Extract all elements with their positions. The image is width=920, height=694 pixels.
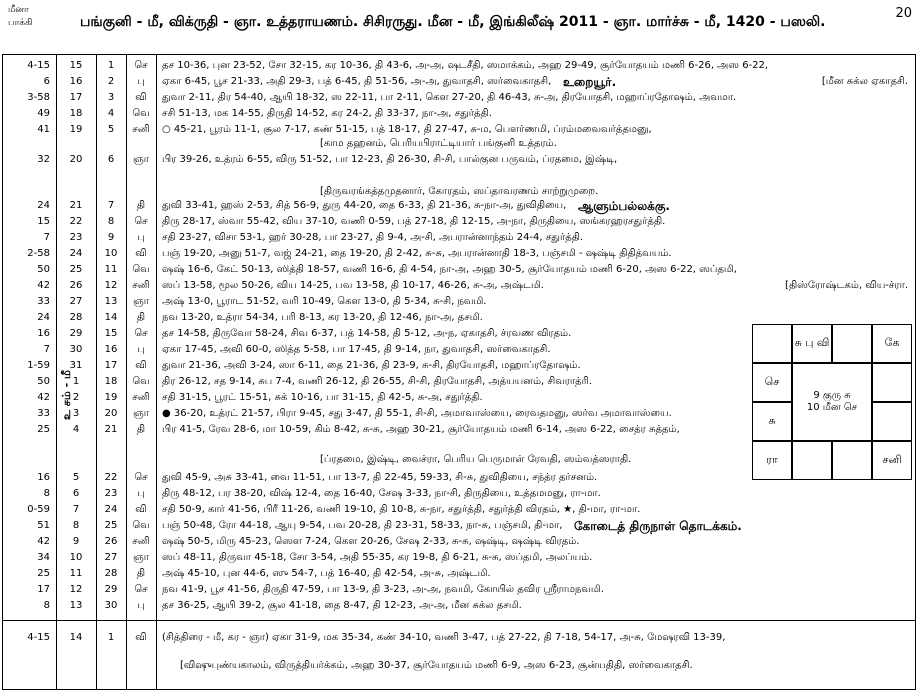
nazhigai: 4-15 bbox=[27, 632, 50, 643]
tamil-date: 5 bbox=[107, 124, 115, 135]
almanac-text: ஷஷ் 50-5, மிரு 45-23, ஸௌ 7-24, கௌ 20-26, சேஷ 2-33, சு-சு, ஷஷ்டி, ஷஷ்டி விரதம். bbox=[162, 536, 580, 547]
tamil-date: 21 bbox=[104, 424, 118, 435]
weekday: பு bbox=[137, 344, 145, 355]
nazhigai: 16 bbox=[37, 472, 50, 483]
continuation-r31: [விஷுபுண்யகாலம், விருத்தியர்க்கம், அஹ 30-37, சூர்யோதயம் மணி 6-9, அஸ 6-23, சூன்யதிதி, ஸர்வைகாதசி. bbox=[180, 660, 693, 671]
weekday: செ bbox=[134, 328, 148, 339]
weekday: தி bbox=[136, 200, 146, 211]
english-date: 28 bbox=[69, 312, 83, 323]
almanac-text: திரு 28-17, ஸ்வா 55-42, விய 37-10, வணி 0-59, பத் 27-18, தி 12-15, அ-நா, திருதியை, ஸங்கரஹரசதுர்த்தி. bbox=[162, 216, 666, 227]
nazhigai: 33 bbox=[37, 408, 50, 419]
tamil-date: 30 bbox=[104, 600, 118, 611]
weekday: வெ bbox=[132, 520, 150, 531]
nazhigai: 7 bbox=[43, 232, 50, 243]
weekday: வெ bbox=[132, 264, 150, 275]
nazhigai: 8 bbox=[43, 488, 50, 499]
nazhigai: 50 bbox=[37, 376, 50, 387]
header-left-line1: மீனா bbox=[8, 5, 29, 15]
english-date: 26 bbox=[69, 280, 83, 291]
vertical-label: உ சம் - மீ bbox=[60, 370, 73, 420]
grid-cell: ரா bbox=[752, 441, 792, 480]
almanac-text: நவ 13-20, உத்ரா 54-34, பரி 8-13, கர 13-20, தி 12-46, நா-அ, தசமி. bbox=[162, 312, 483, 323]
grid-cell: சு பு வி bbox=[792, 324, 832, 363]
english-date: 30 bbox=[69, 344, 83, 355]
grid-center-line2: 10 மீன செ bbox=[806, 402, 858, 413]
grid-cell bbox=[832, 324, 872, 363]
calendar-row bbox=[2, 534, 912, 550]
english-date: 20 bbox=[69, 154, 83, 165]
continuation-r6: [திருவரங்கத்தமுதனார், கோரதம், ஸப்தாவரணம் சாற்றுமுறை. bbox=[320, 186, 599, 197]
almanac-text: ஏகா 17-45, அவி 60-0, ஸித்த 5-58, பா 17-45, தி 9-14, நா, துவாதசி, ஸர்வைகாதசி. bbox=[162, 344, 551, 355]
calendar-row bbox=[2, 630, 912, 646]
continuation-r21: [ப்ரதமை, இஷ்டி, வைச்ரா, பெரிய பெருமாள் ரேவதி, ஸம்வத்ஸராதி. bbox=[320, 454, 632, 465]
weekday: வி bbox=[135, 504, 147, 515]
almanac-text: பஞ் 19-20, அனு 51-7, வஜ் 24-21, தை 19-20, தி 2-42, சு-சு, அபரான்னாதி 18-3, பஞ்சமி - ஷஷ்டி திதித்வயம். bbox=[162, 248, 672, 259]
weekday: தி bbox=[136, 568, 146, 579]
tamil-date: 2 bbox=[107, 76, 115, 87]
nazhigai: 42 bbox=[37, 392, 50, 403]
grid-cell: கே bbox=[872, 324, 912, 363]
calendar-row bbox=[2, 374, 598, 390]
calendar-row bbox=[2, 90, 912, 106]
english-date: 14 bbox=[69, 632, 83, 643]
english-date: 8 bbox=[72, 520, 80, 531]
calendar-row bbox=[2, 598, 912, 614]
nazhigai: 0-59 bbox=[27, 504, 50, 515]
tamil-date: 27 bbox=[104, 552, 118, 563]
tamil-date: 13 bbox=[104, 296, 118, 307]
grid-cell: செ bbox=[752, 363, 792, 402]
weekday: செ bbox=[134, 472, 148, 483]
grid-cell bbox=[872, 363, 912, 402]
tamil-date: 18 bbox=[104, 376, 118, 387]
english-date: 31 bbox=[69, 360, 83, 371]
almanac-text: தச 10-36, புன 23-52, சோ 32-15, கர 10-36, தி 43-6, அ-அ, ஷடசீதி, ஸமாக்கம், அஹ 29-49, சூர்யோதயம் மணி 6-26, அஸ 6-22, bbox=[162, 60, 769, 71]
almanac-text: ○ 45-21, பூரம் 11-1, சூல 7-17, கண் 51-15, பத் 18-17, தி 27-47, சு-ம, பௌர்ணமி, ப்ரம்மவைவர்த்தமனு, bbox=[162, 124, 652, 135]
tamil-date: 7 bbox=[107, 200, 115, 211]
calendar-row bbox=[2, 198, 912, 214]
tamil-date: 17 bbox=[104, 360, 118, 371]
weekday: தி bbox=[136, 424, 146, 435]
weekday: செ bbox=[134, 216, 148, 227]
grid-cell: சனி bbox=[872, 441, 912, 480]
calendar-row bbox=[2, 246, 912, 262]
english-date: 19 bbox=[69, 124, 83, 135]
english-date: 15 bbox=[69, 60, 83, 71]
english-date: 1 bbox=[72, 376, 80, 387]
nazhigai: 42 bbox=[37, 536, 50, 547]
tamil-date: 12 bbox=[104, 280, 118, 291]
horoscope-grid bbox=[752, 324, 912, 480]
calendar-row bbox=[2, 152, 912, 168]
calendar-row bbox=[2, 230, 912, 246]
tamil-date: 14 bbox=[104, 312, 118, 323]
nazhigai: 49 bbox=[37, 108, 50, 119]
note-text: [மீன சுக்ல ஏகாதசி. bbox=[821, 76, 908, 87]
nazhigai: 51 bbox=[37, 520, 50, 531]
tamil-date: 4 bbox=[107, 108, 115, 119]
page-number: 20 bbox=[895, 6, 912, 21]
calendar-row bbox=[2, 422, 680, 438]
tamil-date: 8 bbox=[107, 216, 115, 227]
page-title: பங்குனி - மீ, விக்ருதி - ஞா. உத்தராயணம். சிசிரருது. மீன - மீ, இங்கிலீஷ் 2011 - ஞா. மார்ச்சு - மீ, 1420 - பஸலி. bbox=[80, 14, 826, 30]
almanac-text: சதி 31-15, பூரட் 15-51, சுக் 10-16, பா 31-15, தி 42-5, சு-அ, சதுர்த்தி. bbox=[162, 392, 483, 403]
almanac-text: ஸப் 13-58, மூல 50-26, விய 14-25, பவ 13-58, தி 10-17, 46-26, சு-அ, அஷ்டமி. bbox=[162, 280, 544, 291]
english-date: 4 bbox=[72, 424, 80, 435]
grid-cell bbox=[752, 324, 792, 363]
english-date: 22 bbox=[69, 216, 83, 227]
grid-cell bbox=[792, 441, 832, 480]
nazhigai: 8 bbox=[43, 600, 50, 611]
tamil-date: 1 bbox=[107, 60, 115, 71]
english-date: 18 bbox=[69, 108, 83, 119]
almanac-text: திரு 48-12, பர 38-20, விஷ் 12-4, தை 16-40, சேஷ 3-33, நா-சி, திருதியை, உத்தமமனு, ரா-மா. bbox=[162, 488, 601, 499]
almanac-text: திர 26-12, சத 9-14, சுப 7-4, வணி 26-12, தி 26-55, சி-சி, திரயோதசி, அத்யயனம், சிவராத்ரி. bbox=[162, 376, 593, 387]
almanac-text: நவ 41-9, பூச 41-56, திருதி 47-59, பா 13-9, தி 3-23, அ-அ, நவமி, கோயில் தவிர ஸ்ரீராமநவமி. bbox=[162, 584, 604, 595]
grid-cell bbox=[832, 441, 872, 480]
grid-center-line1: 9 குரு சு bbox=[813, 390, 851, 401]
almanac-text: ஷஷ் 16-6, கேட் 50-13, ஸித்தி 18-57, வணி 16-6, தி 4-54, நா-அ, அஹ 30-5, சூர்யோதயம் மணி 6-20, அஸ 6-22, ஸப்தமி, bbox=[162, 264, 737, 275]
weekday: சனி bbox=[132, 392, 150, 403]
almanac-text: ஏகா 6-45, பூச 21-33, அதி 29-3, பத் 6-45, தி 51-56, அ-அ, துவாதசி, ஸர்வைகாதசி, bbox=[162, 76, 552, 87]
english-date: 5 bbox=[72, 472, 80, 483]
calendar-row bbox=[2, 502, 912, 518]
calendar-row bbox=[2, 406, 672, 422]
weekday: வி bbox=[135, 248, 147, 259]
almanac-text: சசி 51-13, மக 14-55, திருதி 14-52, கர 24-2, தி 33-37, நா-அ, சதுர்த்தி. bbox=[162, 108, 492, 119]
calendar-row bbox=[2, 486, 912, 502]
english-date: 9 bbox=[72, 536, 80, 547]
nazhigai: 32 bbox=[37, 154, 50, 165]
tamil-date: 25 bbox=[104, 520, 118, 531]
nazhigai: 25 bbox=[37, 568, 50, 579]
almanac-text: அஷ் 45-10, புன 44-6, ஸு 54-7, பத் 16-40, தி 42-54, அ-சு, அஷ்டமி. bbox=[162, 568, 491, 579]
calendar-row bbox=[2, 582, 912, 598]
calendar-row bbox=[2, 74, 912, 90]
almanac-text: துவி 33-41, ஹஸ் 2-53, சித் 56-9, துரு 44-20, தை 6-33, தி 21-36, சு-நா-அ, துவிதியை, bbox=[162, 200, 567, 211]
nazhigai: 3-58 bbox=[27, 92, 50, 103]
almanac-text: சதி 50-9, கார் 41-56, பிரீ 11-26, வணி 19-10, தி 10-8, சு-நா, சதுர்த்தி, சதுர்த்தி விரதம், ★, தி-மா, ரா-மா. bbox=[162, 504, 641, 515]
calendar-row bbox=[2, 106, 912, 122]
tamil-date: 3 bbox=[107, 92, 115, 103]
weekday: வெ bbox=[132, 108, 150, 119]
calendar-row bbox=[2, 390, 598, 406]
almanac-text: பஞ் 50-48, ரோ 44-18, ஆயு 9-54, பவ 20-28, தி 23-31, 58-33, நா-சு, பஞ்சமி, தி-மா, bbox=[162, 520, 563, 531]
nazhigai: 6 bbox=[43, 76, 50, 87]
tamil-date: 9 bbox=[107, 232, 115, 243]
weekday: வி bbox=[135, 632, 147, 643]
highlight-text: உறையூர். bbox=[563, 75, 617, 89]
nazhigai: 16 bbox=[37, 328, 50, 339]
weekday: வி bbox=[135, 360, 147, 371]
nazhigai: 33 bbox=[37, 296, 50, 307]
calendar-row bbox=[2, 278, 912, 294]
weekday: ஞா bbox=[133, 408, 149, 419]
tamil-date: 28 bbox=[104, 568, 118, 579]
almanac-text: ● 36-20, உத்ரட் 21-57, பிரா 9-45, சது 3-47, தி 55-1, சி-சி, அமாவாஸ்யை, ரைவதமனு, ஸர்வ அமாவாஸ்யை. bbox=[162, 408, 672, 419]
calendar-row bbox=[2, 550, 912, 566]
weekday: பு bbox=[137, 600, 145, 611]
weekday: வி bbox=[135, 92, 147, 103]
nazhigai: 41 bbox=[37, 124, 50, 135]
weekday: பு bbox=[137, 488, 145, 499]
nazhigai: 4-15 bbox=[27, 60, 50, 71]
weekday: வெ bbox=[132, 376, 150, 387]
almanac-text: அஷ் 13-0, பூராட 51-52, வரி 10-49, கௌ 13-0, தி 5-34, சு-சி, நவமி. bbox=[162, 296, 487, 307]
english-date: 7 bbox=[72, 504, 80, 515]
calendar-row bbox=[2, 262, 912, 278]
almanac-text: துவி 45-9, அசு 33-41, வை 11-51, பா 13-7, தி 22-45, 59-33, சி-சு, துவிதியை, சந்த்ர தர்சனம். bbox=[162, 472, 598, 483]
nazhigai: 50 bbox=[37, 264, 50, 275]
calendar-row bbox=[2, 214, 912, 230]
weekday: பு bbox=[137, 232, 145, 243]
nazhigai: 24 bbox=[37, 312, 50, 323]
tamil-date: 15 bbox=[104, 328, 118, 339]
almanac-text: துவா 2-11, திர 54-40, ஆயி 18-32, ஸ 22-11, பா 2-11, கௌ 27-20, தி 46-43, சு-அ, திரயோதசி, மஹாப்ரதோஷம், அவமா. bbox=[162, 92, 737, 103]
nazhigai: 34 bbox=[37, 552, 50, 563]
header-left-line2: பாக்கி bbox=[8, 18, 33, 28]
grid-center bbox=[792, 363, 872, 441]
almanac-text: பிர 39-26, உத்ரம் 6-55, விரு 51-52, பா 12-23, தி 26-30, சி-சி, பால்குன பருவம், ப்ரதமை, இஷ்டி, bbox=[162, 154, 618, 165]
calendar-row bbox=[2, 342, 598, 358]
nazhigai: 7 bbox=[43, 344, 50, 355]
almanac-text: ஸப் 48-11, திருவா 45-18, சோ 3-54, அதி 55-35, கர 19-8, தி 6-21, சு-சு, ஸப்தமி, அலப்யம். bbox=[162, 552, 593, 563]
calendar-row bbox=[2, 310, 598, 326]
header-left bbox=[8, 4, 33, 30]
tamil-date: 11 bbox=[104, 264, 118, 275]
almanac-text: சதி 23-27, விசா 53-1, ஹர் 30-28, பா 23-27, தி 9-4, அ-சி, அபரான்னாந்தம் 24-4, சதுர்த்தி. bbox=[162, 232, 584, 243]
weekday: செ bbox=[134, 60, 148, 71]
english-date: 12 bbox=[69, 584, 83, 595]
english-date: 11 bbox=[69, 568, 83, 579]
almanac-text: தச 36-25, ஆயி 39-2, சூல 41-18, தை 8-47, தி 12-23, அ-அ, மீன சுக்ல தசமி. bbox=[162, 600, 522, 611]
nazhigai: 24 bbox=[37, 200, 50, 211]
tamil-date: 24 bbox=[104, 504, 118, 515]
calendar-row bbox=[2, 470, 598, 486]
english-date: 25 bbox=[69, 264, 83, 275]
weekday: ஞா bbox=[133, 552, 149, 563]
weekday: சனி bbox=[132, 280, 150, 291]
highlight-text: கோடைத் திருநாள் தொடக்கம். bbox=[574, 519, 742, 533]
calendar-row bbox=[2, 58, 912, 74]
tamil-date: 29 bbox=[104, 584, 118, 595]
tamil-date: 19 bbox=[104, 392, 118, 403]
weekday: பு bbox=[137, 76, 145, 87]
english-date: 2 bbox=[72, 392, 80, 403]
almanac-text: பிர 41-5, ரேவ 28-6, மா 10-59, கிம் 8-42, சு-சு, அஹ 30-21, சூர்யோதயம் மணி 6-14, அஸ 6-22, சைத்ர சுத்தம், bbox=[162, 424, 680, 435]
english-date: 6 bbox=[72, 488, 80, 499]
row-divider bbox=[2, 620, 916, 621]
nazhigai: 17 bbox=[37, 584, 50, 595]
english-date: 17 bbox=[69, 92, 83, 103]
nazhigai: 25 bbox=[37, 424, 50, 435]
calendar-row bbox=[2, 326, 598, 342]
tamil-date: 20 bbox=[104, 408, 118, 419]
weekday: சனி bbox=[132, 124, 150, 135]
tamil-date: 16 bbox=[104, 344, 118, 355]
grid-cell: சு bbox=[752, 402, 792, 441]
tamil-date: 23 bbox=[104, 488, 118, 499]
nazhigai: 2-58 bbox=[27, 248, 50, 259]
nazhigai: 15 bbox=[37, 216, 50, 227]
tamil-date: 26 bbox=[104, 536, 118, 547]
almanac-text: துவா 21-36, அவி 3-24, ஸா 6-11, தை 21-36, தி 23-9, சு-சி, திரயோதசி, மஹாப்ரதோஷம். bbox=[162, 360, 581, 371]
highlight-text: ஆளும்பல்லக்கு. bbox=[578, 199, 670, 213]
weekday: சனி bbox=[132, 536, 150, 547]
grid-cell bbox=[872, 402, 912, 441]
english-date: 3 bbox=[72, 408, 80, 419]
english-date: 29 bbox=[69, 328, 83, 339]
weekday: ஞா bbox=[133, 154, 149, 165]
nazhigai: 42 bbox=[37, 280, 50, 291]
almanac-text: (சித்திரை - மீ, கர - ஞா) ஏகா 31-9, மக 35-34, கண் 34-10, வணி 3-47, பத் 27-22, தி 7-18, 54-17, அ-சு, மேஷரவி 13-39, bbox=[162, 632, 726, 643]
weekday: ஞா bbox=[133, 296, 149, 307]
english-date: 10 bbox=[69, 552, 83, 563]
tamil-date: 6 bbox=[107, 154, 115, 165]
tamil-date: 1 bbox=[107, 632, 115, 643]
tamil-date: 22 bbox=[104, 472, 118, 483]
english-date: 21 bbox=[69, 200, 83, 211]
calendar-row bbox=[2, 294, 912, 310]
tamil-date: 10 bbox=[104, 248, 118, 259]
weekday: செ bbox=[134, 584, 148, 595]
almanac-text: தச 14-58, திருவோ 58-24, சிவ 6-37, பத் 14-58, தி 5-12, அ-ந, ஏகாதசி, ச்ரவண விரதம். bbox=[162, 328, 572, 339]
weekday: தி bbox=[136, 312, 146, 323]
english-date: 24 bbox=[69, 248, 83, 259]
english-date: 27 bbox=[69, 296, 83, 307]
calendar-row bbox=[2, 518, 912, 534]
calendar-row bbox=[2, 566, 912, 582]
english-date: 23 bbox=[69, 232, 83, 243]
calendar-row bbox=[2, 358, 598, 374]
english-date: 13 bbox=[69, 600, 83, 611]
english-date: 16 bbox=[69, 76, 83, 87]
note-text: [திஸ்ரோஷ்டகம், விய-ச்ரா. bbox=[785, 280, 908, 291]
continuation-r5: [காம தஹனம், பெரியபிராட்டியார் பங்குனி உத்தரம். bbox=[320, 138, 557, 149]
nazhigai: 1-59 bbox=[27, 360, 50, 371]
